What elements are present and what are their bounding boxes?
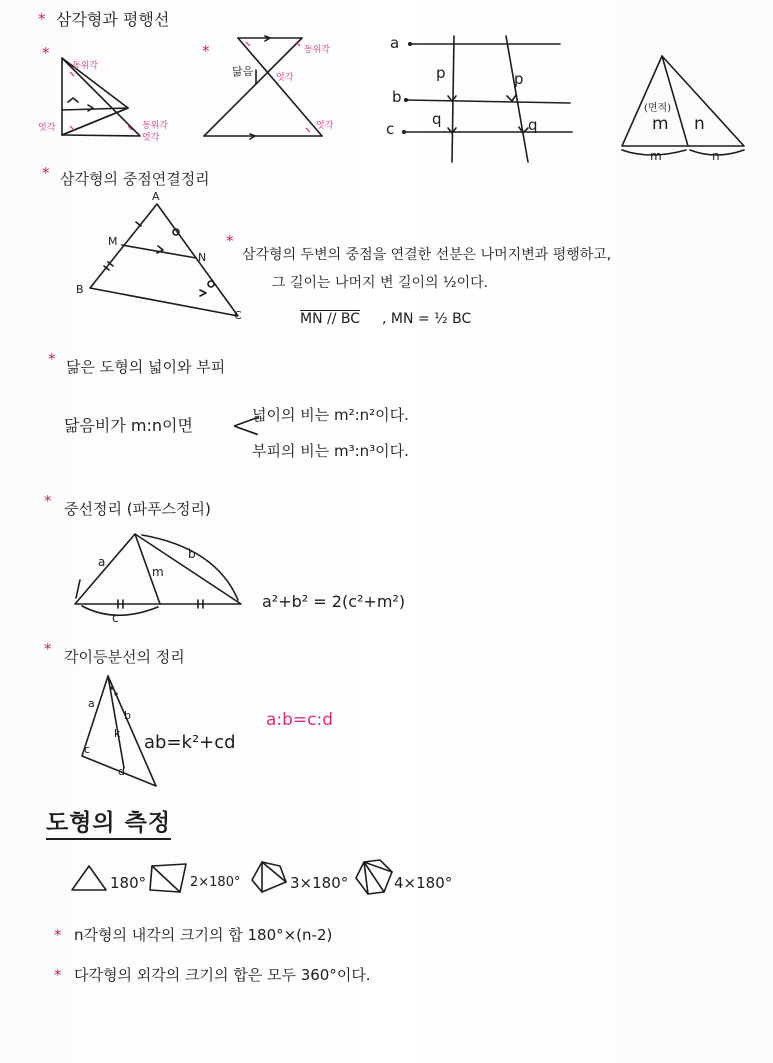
polygon-hexagon	[356, 860, 392, 894]
label-similar: 닮음	[232, 65, 254, 78]
label-line-a: a	[390, 34, 400, 52]
label-alternate-angle-2: 엇각	[316, 121, 334, 131]
star-mark: *	[38, 10, 46, 28]
label-alternate-angle: 엇각	[38, 123, 56, 133]
similar-condition: 닮음비가 m:n이면	[64, 416, 193, 435]
triangle-angle-sum: 180°	[110, 874, 147, 892]
formula-parallel: MN // BC	[300, 311, 361, 327]
label-p: p	[436, 64, 446, 82]
label-m: m	[152, 565, 164, 579]
label-b: b	[188, 547, 196, 561]
diagram-star: *	[42, 44, 50, 62]
star-mark: *	[48, 350, 56, 368]
diagram-midpoint-triangle	[90, 204, 238, 316]
median-formula: a²+b² = 2(c²+m²)	[262, 592, 406, 611]
label-d: d	[118, 765, 125, 778]
star-mark: *	[54, 966, 62, 984]
star-mark: *	[42, 164, 50, 182]
midpoint-statement-1: 삼각형의 두변의 중점을 연결한 선분은 나머지변과 평행하고,	[242, 247, 612, 263]
label-k: k	[114, 727, 121, 740]
hexagon-angle-sum: 4×180°	[394, 874, 453, 892]
interior-angle-sum: n각형의 내각의 크기의 합 180°×(n-2)	[74, 926, 333, 944]
vertex-A: A	[152, 190, 160, 203]
vertex-C: C	[234, 309, 242, 322]
label-area: (면적)	[644, 103, 672, 114]
star-mark: *	[54, 926, 62, 944]
label-a: a	[88, 697, 95, 710]
vertex-B: B	[76, 283, 84, 296]
polygon-triangle	[72, 866, 106, 890]
label-p-2: p	[514, 70, 524, 88]
area-ratio: 넓이의 비는 m²:n²이다.	[252, 406, 409, 424]
formula-length: , MN = ½ BC	[382, 311, 472, 327]
star-mark: *	[44, 640, 52, 658]
label-q-2: q	[528, 116, 538, 134]
label-c: c	[112, 611, 119, 625]
midpoint-statement-2: 그 길이는 나머지 변 길이의 ½이다.	[272, 275, 489, 291]
label-line-b: b	[392, 88, 402, 106]
label-b: b	[124, 709, 131, 722]
section-title-similar: 닮은 도형의 넓이와 부피	[66, 358, 226, 376]
label-line-c: c	[386, 120, 395, 138]
vertex-N: N	[198, 251, 207, 264]
bisector-formula: ab=k²+cd	[144, 732, 236, 753]
star-mark: *	[226, 232, 234, 250]
label-a: a	[98, 555, 106, 569]
label-q: q	[432, 110, 442, 128]
pentagon-angle-sum: 3×180°	[290, 874, 349, 892]
label-m-base: m	[650, 149, 662, 163]
label-corresponding-angle: 동위각	[304, 45, 331, 55]
star-mark: *	[44, 492, 52, 510]
brace: <	[230, 403, 262, 447]
volume-ratio: 부피의 비는 m³:n³이다.	[252, 442, 409, 460]
section-title-midpoint: 삼각형의 중점연결정리	[60, 170, 210, 188]
bisector-ratio: a:b=c:d	[266, 710, 334, 730]
diagram-parallel-transversals	[402, 36, 572, 162]
label-n: n	[694, 114, 705, 134]
section-title-parallel: 삼각형과 평행선	[56, 10, 170, 29]
vertex-M: M	[108, 235, 118, 248]
label-c: c	[84, 743, 91, 756]
exterior-angle-sum: 다각형의 외각의 크기의 합은 모두 360°이다.	[74, 966, 371, 984]
label-m: m	[652, 114, 669, 134]
polygon-quadrilateral	[150, 864, 186, 892]
label-alternate-angle-2: 엇각	[142, 133, 160, 143]
label-alternate-angle: 엇각	[276, 73, 294, 83]
polygon-pentagon	[252, 862, 286, 892]
diagram-area-ratio	[622, 56, 744, 155]
section-title-median: 중선정리 (파푸스정리)	[64, 500, 211, 518]
label-corresponding-angle-2: 동위각	[142, 121, 169, 131]
quadrilateral-angle-sum: 2×180°	[190, 875, 241, 890]
label-n-base: n	[712, 149, 720, 163]
section-title-measurement: 도형의 측정	[46, 812, 171, 840]
section-title-bisector: 각이등분선의 정리	[64, 648, 185, 666]
label-corresponding-angle: 동위각	[72, 61, 99, 71]
diagram-star: *	[202, 42, 210, 60]
